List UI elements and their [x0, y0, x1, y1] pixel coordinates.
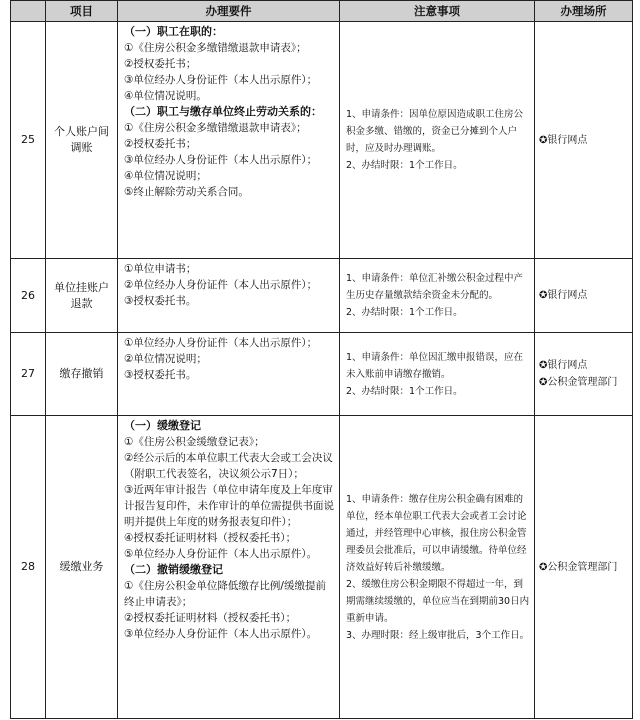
requirement-line: ②授权委托书； [124, 138, 197, 150]
item-name: 个人账户间调账 [46, 22, 118, 259]
requirement-section-title: （二）职工与缴存单位终止劳动关系的： [124, 105, 322, 118]
location-entry: ✪公积金管理部门 [539, 377, 618, 388]
location-entry: ✪银行网点 [539, 360, 588, 371]
header-row [11, 1, 633, 22]
requirement-section-title: （一）缓缴登记 [124, 419, 201, 432]
requirement-line: ③授权委托书。 [124, 369, 197, 381]
requirement-line: ①《住房公积金缓缴登记表》； [124, 436, 265, 448]
requirements-cell [118, 416, 340, 719]
requirement-line: ③单位经办人身份证件（本人出示原件）； [124, 154, 318, 166]
requirement-line: ⑤单位经办人身份证件（本人出示原件）。 [124, 548, 318, 560]
note-line: 1、申请条件：单位因汇缴申报错误，应在未入账前申请缴存撤销。 [346, 351, 524, 380]
note-line: 1、申请条件：单位汇补缴公积金过程中产生历史存量缴款结余资金未分配的。 [346, 273, 524, 301]
header-no [11, 1, 46, 22]
location-cell [535, 22, 633, 259]
requirements-cell [118, 22, 340, 259]
note-line: 1、申请条件：缴存住房公积金确有困难的单位，经本单位职工代表大会或者工会讨论通过，并经管理中心审核，报住房公积金管理委员会批准后，可以申请缓缴。待单位经济效益好转后补缴缓缴。 [346, 493, 527, 573]
row-number: 27 [11, 333, 46, 416]
table-row [11, 416, 633, 719]
header-item: 项目 [46, 1, 118, 22]
requirement-line: ③近两年审计报告（单位申请年度及上年度审计报告复印件，未作审计的单位需提供书面说明并提供上年度的财务报表复印件）； [124, 484, 334, 528]
requirement-line: ④单位情况说明； [124, 170, 207, 182]
requirement-line: ④授权委托证明材料（授权委托书）； [124, 532, 297, 544]
location-cell [535, 333, 633, 416]
requirement-line: ③单位经办人身份证件（本人出示原件）。 [124, 628, 318, 640]
note-line: 1、申请条件：因单位原因造成职工住房公积金多缴、错缴的，资金已分摊到个人户时，应及时办理调账。 [346, 109, 524, 154]
note-line: 2、办结时限：1个工作日。 [346, 307, 463, 318]
row-number: 28 [11, 416, 46, 719]
requirement-section-title: （二）撤销缓缴登记 [124, 563, 223, 576]
note-line: 2、办结时限：1个工作日。 [346, 160, 463, 171]
requirement-line: ①《住房公积金多缴错缴退款申请表》； [124, 42, 307, 54]
table-row [11, 333, 633, 416]
requirements-cell [118, 259, 340, 333]
note-line: 2、缓缴住房公积金期限不得超过一年，到期需继续缓缴的，单位应当在到期前30日内重新申请。 [346, 578, 530, 624]
location-entry: ✪银行网点 [539, 134, 588, 146]
note-line: 2、办结时限：1个工作日。 [346, 385, 463, 397]
requirement-line: ⑤终止解除劳动关系合同。 [124, 186, 249, 198]
notes-cell [340, 22, 535, 259]
requirement-line: ①《住房公积金单位降低缴存比例/缓缴提前终止申请表》； [124, 580, 326, 608]
table-row [11, 259, 633, 333]
location-cell [535, 259, 633, 333]
item-name: 单位挂账户退款 [46, 259, 118, 333]
requirement-line: ②单位情况说明； [124, 353, 207, 365]
requirement-line: ②单位经办人身份证件（本人出示原件）； [124, 279, 318, 291]
header-requirements: 办理要件 [118, 1, 340, 22]
location-entry: ✪公积金管理部门 [539, 561, 618, 573]
item-name: 缴存撤销 [46, 333, 118, 416]
header-location: 办理场所 [535, 1, 633, 22]
location-cell [535, 416, 633, 719]
requirement-line: ①单位申请书； [124, 263, 197, 275]
location-entry: ✪银行网点 [539, 290, 588, 301]
requirement-section-title: （一）职工在职的： [124, 25, 223, 38]
requirement-line: ③单位经办人身份证件（本人出示原件）； [124, 74, 318, 86]
requirement-line: ④单位情况说明。 [124, 90, 207, 102]
item-name: 缓缴业务 [46, 416, 118, 719]
requirement-line: ②授权委托证明材料（授权委托书）； [124, 612, 297, 624]
row-number: 26 [11, 259, 46, 333]
notes-cell [340, 333, 535, 416]
notes-cell [340, 416, 535, 719]
requirement-line: ②经公示后的本单位职工代表大会或工会决议（附职工代表签名，决议须公示7日）； [124, 452, 333, 480]
requirement-line: ③授权委托书。 [124, 295, 197, 307]
notes-cell [340, 259, 535, 333]
requirement-line: ①《住房公积金多缴错缴退款申请表》； [124, 122, 307, 134]
note-line: 3、办理时限：经上级审批后，3个工作日。 [346, 629, 530, 641]
requirements-cell [118, 333, 340, 416]
requirement-line: ①单位经办人身份证件（本人出示原件）； [124, 337, 318, 349]
row-number: 25 [11, 22, 46, 259]
service-table [10, 0, 633, 719]
table-row [11, 22, 633, 259]
requirement-line: ②授权委托书； [124, 58, 197, 70]
header-notes: 注意事项 [340, 1, 535, 22]
